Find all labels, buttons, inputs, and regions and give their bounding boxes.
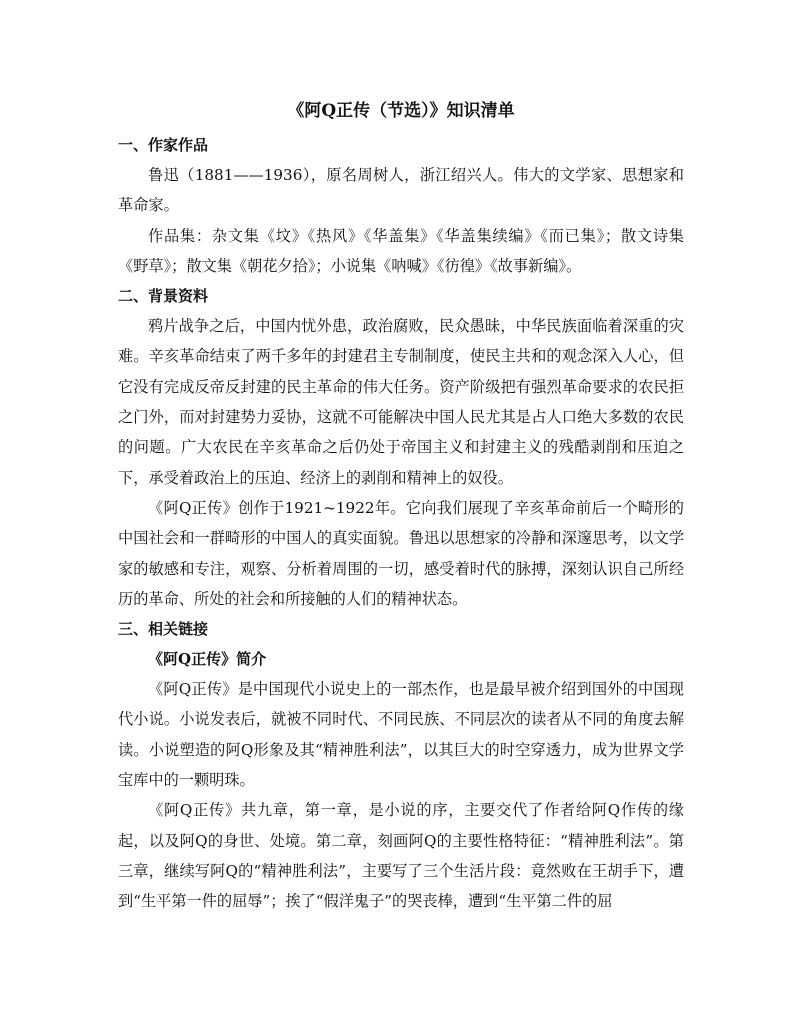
section-background bbox=[118, 281, 684, 614]
paragraph: 《阿Q正传》共九章，第一章，是小说的序，主要交代了作者给阿Q作传的缘起，以及阿Q的身世、处境。第二章，刻画阿Q的主要性格特征：“精神胜利法”。第三章，继续写阿Q的“精神胜利法”，主要写了三个生活片段：竟然败在王胡手下，遭到“生平第一件的屈辱”；挨了“假洋鬼子”的哭丧棒，遭到“生平第二件的屈 bbox=[118, 801, 684, 911]
section-author-works bbox=[118, 130, 684, 281]
subsection-heading: 《阿Q正传》简介 bbox=[148, 650, 267, 669]
paragraph: 鸦片战争之后，中国内忧外患，政治腐败，民众愚昧，中华民族面临着深重的灾难。辛亥革命结束了两千多年的封建君主专制制度，使民主共和的观念深入人心，但它没有完成反帝反封建的民主革命的伟大任务。资产阶级把有强烈革命要求的农民拒之门外，而对封建势力妥协，这就不可能解决中国人民尤其是占人口绝大多数的农民的问题。广大农民在辛亥革命之后仍处于帝国主义和封建主义的残酷剥削和压迫之下，承受着政治上的压迫、经济上的剥削和精神上的奴役。 bbox=[118, 317, 684, 487]
paragraph: 《阿Q正传》创作于1921~1922年。它向我们展现了辛亥革命前后一个畸形的中国社会和一群畸形的中国人的真实面貌。鲁迅以思想家的冷静和深邃思考，以文学家的敏感和专注，观察、分析着周围的一切，感受着时代的脉搏，深刻认识自己所经历的革命、所处的社会和所接触的人们的精神状态。 bbox=[118, 498, 684, 608]
section-heading: 一、作家作品 bbox=[118, 136, 209, 154]
section-related-links bbox=[118, 614, 684, 916]
section-heading: 三、相关链接 bbox=[118, 620, 209, 639]
paragraph: 作品集：杂文集《坟》《热风》《华盖集》《华盖集续编》《而已集》；散文诗集《野草》；散文集《朝花夕拾》；小说集《呐喊》《彷徨》《故事新编》。 bbox=[118, 226, 684, 275]
section-heading: 二、背景资料 bbox=[118, 287, 209, 306]
paragraph: 鲁迅（1881——1936），原名周树人，浙江绍兴人。伟大的文学家、思想家和革命家。 bbox=[118, 166, 684, 215]
document-page bbox=[118, 96, 684, 917]
document-title: 《阿Q正传（节选）》知识清单 bbox=[287, 101, 515, 121]
paragraph: 《阿Q正传》是中国现代小说史上的一部杰作，也是最早被介绍到国外的中国现代小说。小说发表后，就被不同时代、不同民族、不同层次的读者从不同的角度去解读。小说塑造的阿Q形象及其“精神胜利法”，以其巨大的时空穿透力，成为世界文学宝库中的一颗明珠。 bbox=[118, 680, 684, 790]
